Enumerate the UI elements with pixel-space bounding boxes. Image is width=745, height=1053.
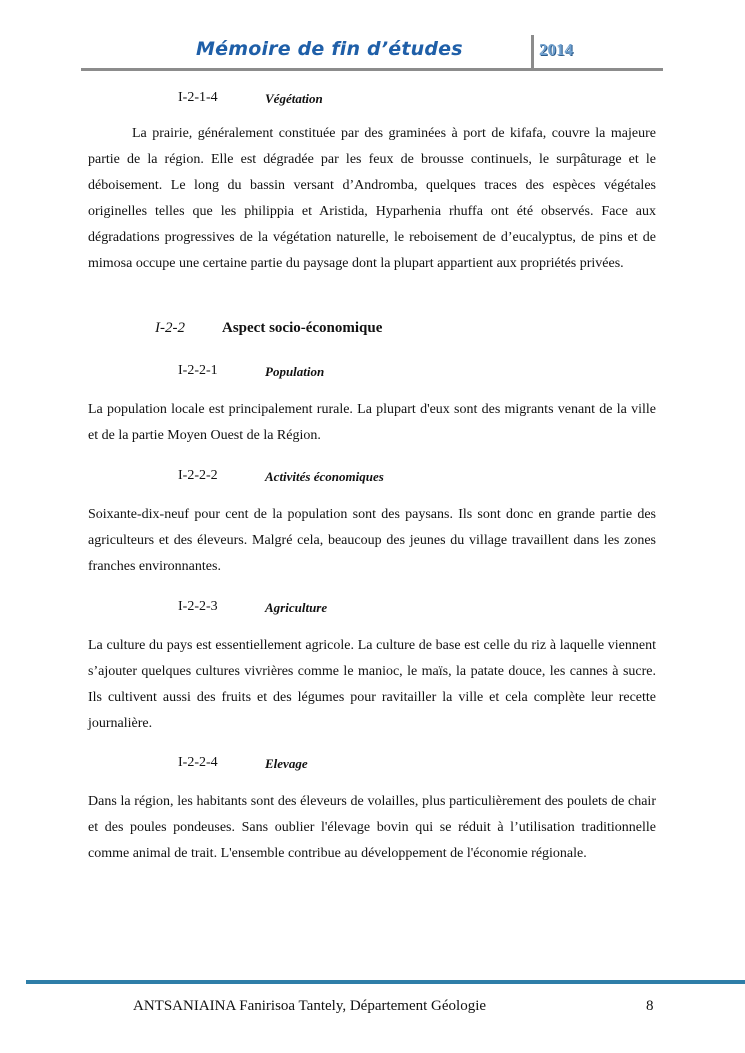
page-number: 8 — [646, 998, 654, 1014]
header-title: Mémoire de fin d’études — [196, 38, 463, 60]
section-heading-activites — [178, 468, 384, 484]
section-number: I-2-2-4 — [178, 755, 218, 770]
paragraph-population: La population locale est principalement rurale. La plupart d'eux sont des migrants venant de la ville et de la partie Moyen Ouest de la Région. — [88, 402, 656, 443]
paragraph-agriculture: La culture du pays est essentiellement agricole. La culture de base est celle du riz à laquelle viennent s’ajouter quelques cultures vivrières comme le manioc, le maïs, la patate douce, les cannes à sucre. Ils cultivent aussi des fruits et des légumes pour ravitailler la ville et cela complète leur recette journalière. — [88, 638, 656, 731]
section-number: I-2-2-3 — [178, 599, 218, 614]
section-title: Population — [265, 364, 325, 379]
section-title: Végétation — [265, 91, 323, 106]
header-year: 2014 — [539, 40, 573, 59]
section-number: I-2-2-2 — [178, 468, 218, 483]
section-title: Aspect socio-économique — [222, 320, 383, 336]
section-heading-elevage — [178, 755, 308, 771]
footer-rule — [26, 980, 745, 984]
section-title: Elevage — [265, 756, 308, 771]
paragraph-vegetation: La prairie, généralement constituée par des graminées à port de kifafa, couvre la majeure partie de la région. Elle est dégradée par les feux de brousse continuels, le surpâturage et le déboisement. Le long du bassin versant d’Andromba, quelques traces des espèces végétales originelles telles que les philippia et Aristida, Hyparhenia rhuffa ont été observés. Face aux dégradations progressives de la végétation naturelle, le reboisement de d’eucalyptus, de pins et de mimosa occupe une certaine partie du paysage dont la plupart appartient aux propriétés privées. — [88, 126, 656, 271]
section-number: I-2-2 — [155, 320, 185, 336]
section-number: I-2-2-1 — [178, 363, 218, 378]
section-heading-population — [178, 363, 325, 379]
section-heading-agriculture — [178, 599, 328, 615]
section-title: Agriculture — [265, 600, 328, 615]
footer-author: ANTSANIAINA Fanirisoa Tantely, Département Géologie — [133, 998, 487, 1014]
section-heading-socio — [155, 320, 383, 337]
section-heading-vegetation — [178, 90, 323, 106]
section-number: I-2-1-4 — [178, 90, 218, 105]
section-title: Activités économiques — [265, 469, 384, 484]
paragraph-activites: Soixante-dix-neuf pour cent de la population sont des paysans. Ils sont donc en grande partie des agriculteurs et des éleveurs. Malgré cela, beaucoup des jeunes du village travaillent dans les zones franches environnantes. — [88, 507, 656, 574]
header-divider — [531, 35, 534, 71]
paragraph-elevage: Dans la région, les habitants sont des éleveurs de volailles, plus particulièrement des poulets de chair et des poules pondeuses. Sans oublier l'élevage bovin qui se réduit à l’utilisation traditionnelle comme animal de trait. L'ensemble contribue au développement de l'économie régionale. — [88, 794, 656, 861]
header-rule — [81, 68, 663, 71]
